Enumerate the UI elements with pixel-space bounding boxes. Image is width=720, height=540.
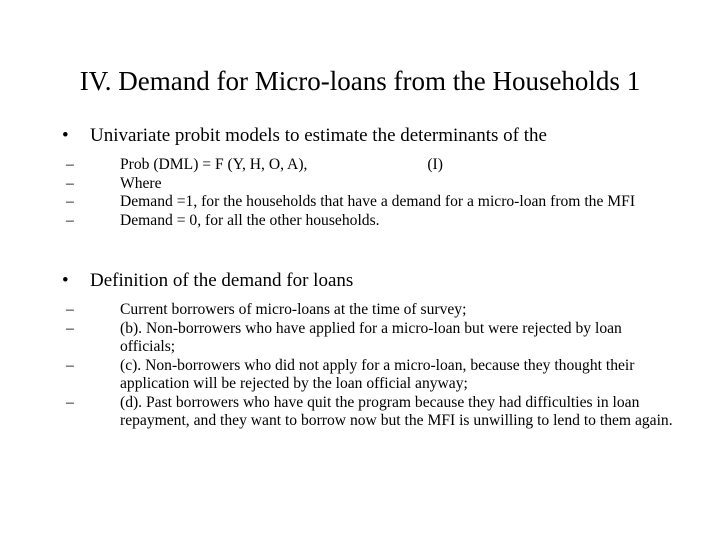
sub-item-1-4-text: Demand = 0, for all the other households.: [120, 211, 380, 229]
sub-item-1-1-text: Prob (DML) = F (Y, H, O, A),: [120, 156, 308, 173]
sub-item-1-4: [66, 212, 680, 231]
sub-item-2-2-text: (b). Non-borrowers who have applied for a micro-loan but were rejected by loan officials;: [120, 319, 622, 355]
bullet-2-text: Definition of the demand for loans: [90, 270, 354, 291]
sub-item-1-1: [66, 156, 680, 175]
bullet-2: [60, 269, 680, 431]
bullet-2-row: [60, 269, 680, 293]
sub-item-1-2-marker: –: [66, 174, 74, 192]
sub-item-1-3-marker: –: [66, 193, 74, 210]
sub-item-1-3-text: Demand =1, for the households that have a demand for a micro-loan from the MFI: [120, 193, 636, 210]
sub-item-2-3: [66, 357, 680, 394]
sub-item-1-2: [66, 175, 680, 194]
bullet-2-marker: •: [62, 270, 69, 291]
sub-item-2-2-marker: –: [66, 319, 74, 337]
slide-title: IV. Demand for Micro-loans from the Households 1: [79, 66, 641, 96]
sub-item-1-1-marker: –: [66, 156, 74, 173]
bullet-1-row: [60, 124, 680, 148]
sub-item-1-4-marker: –: [66, 211, 74, 229]
bullet-1-marker: •: [62, 125, 69, 146]
sub-item-2-4-marker: –: [66, 393, 74, 411]
bullet-1: [60, 124, 680, 230]
sub-item-2-1-marker: –: [66, 301, 74, 318]
sub-item-2-4: [66, 394, 680, 431]
sub-item-1-2-text: Where: [120, 174, 162, 192]
bullet-2-sublist: [60, 301, 680, 431]
sub-item-2-1: [66, 301, 680, 320]
sub-item-2-1-text: Current borrowers of micro-loans at the time of survey;: [120, 301, 467, 318]
sub-item-2-3-marker: –: [66, 356, 74, 374]
bullet-1-sublist: [60, 156, 680, 230]
sub-item-1-3: [66, 193, 680, 212]
sub-item-2-4-text: (d). Past borrowers who have quit the program because they had difficulties in loan repayment, and they want to borrow now but the MFI is unwilling to lend to them again.: [120, 393, 673, 429]
sub-item-2-2: [66, 320, 680, 357]
bullet-1-text: Univariate probit models to estimate the determinants of the: [90, 125, 547, 146]
sub-item-2-3-text: (c). Non-borrowers who did not apply for a micro-loan, because they thought their application will be rejected by the loan official anyway;: [120, 356, 635, 392]
equation-label: (I): [427, 156, 443, 173]
